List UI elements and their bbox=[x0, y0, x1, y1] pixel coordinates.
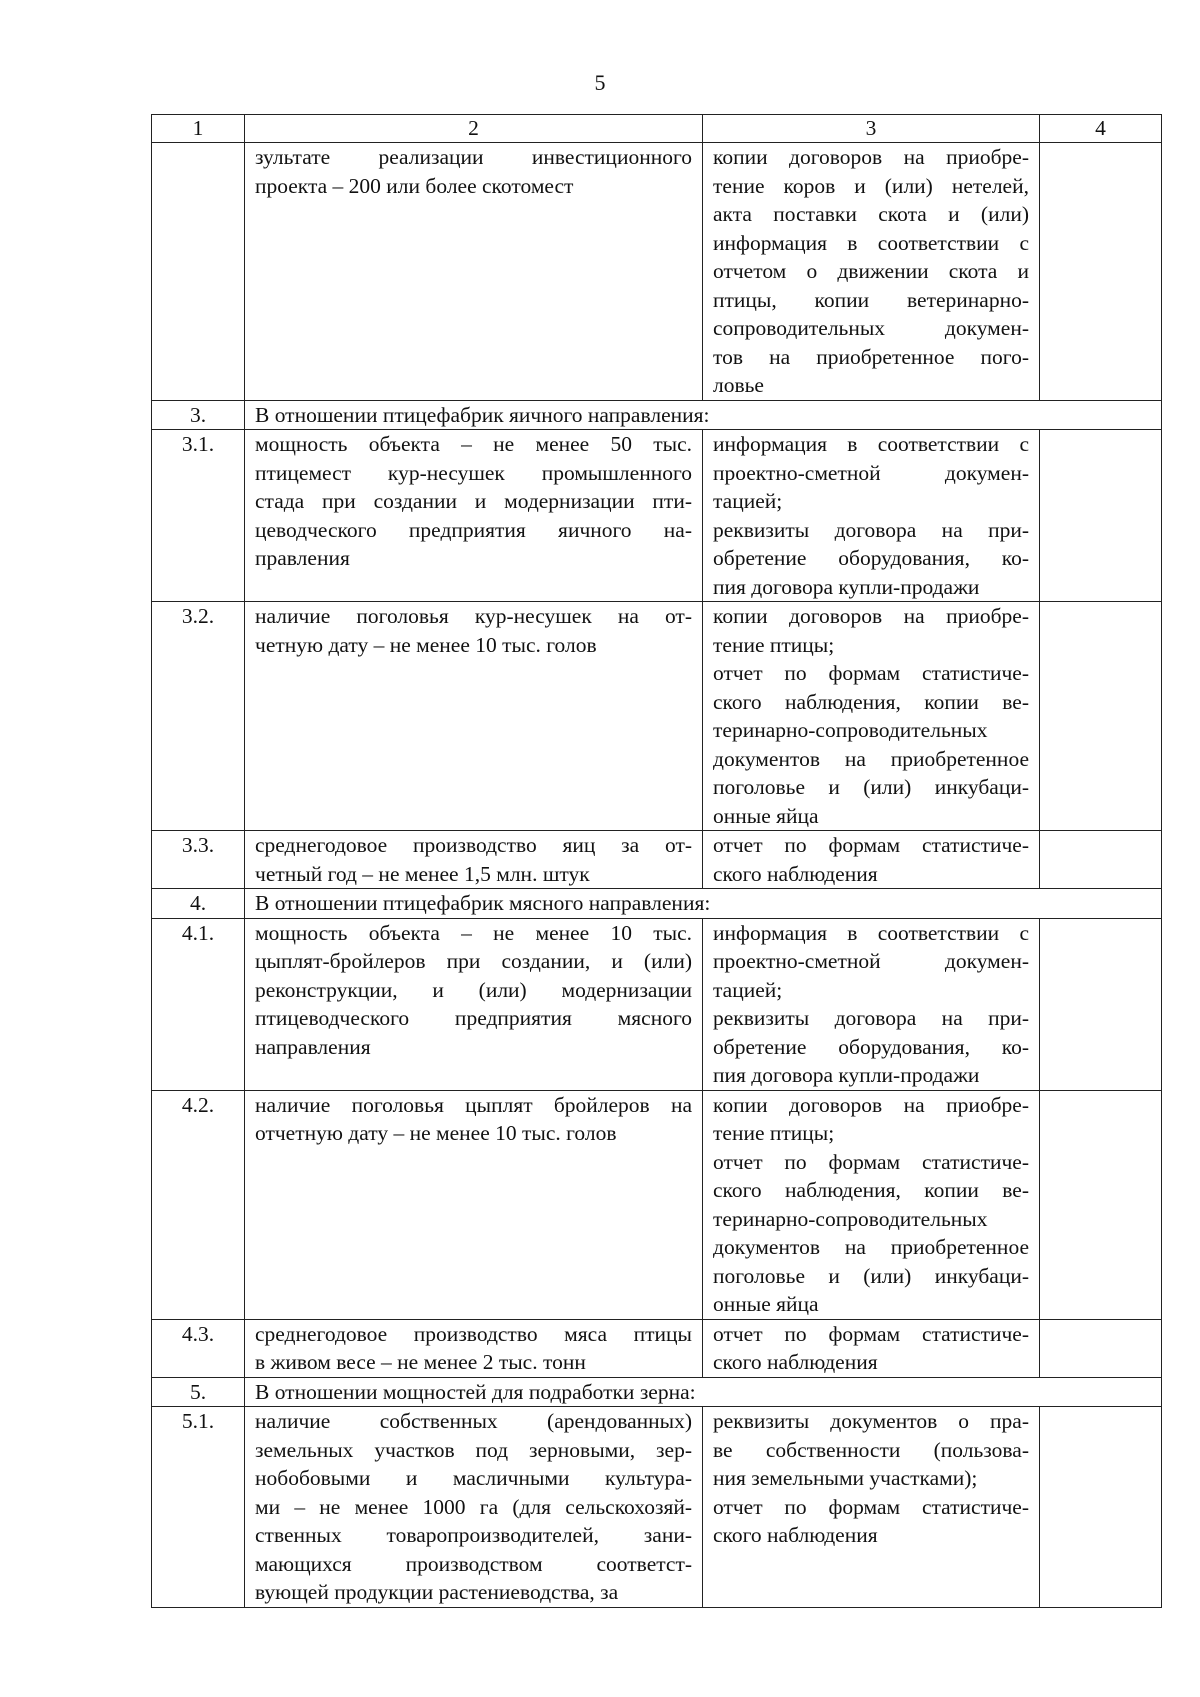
note-cell bbox=[1040, 430, 1162, 602]
row-number: 3. bbox=[152, 400, 245, 430]
row-number: 4.1. bbox=[152, 918, 245, 1090]
documents-cell-line: пия договора купли-продажи bbox=[713, 574, 980, 599]
section-title: В отношении мощностей для подработки зерна: bbox=[245, 1377, 1162, 1407]
documents-cell-line: реквизиты документов о пра- bbox=[713, 1409, 1029, 1433]
documents-cell-line: поголовье и (или) инкубаци- bbox=[713, 775, 1029, 799]
criterion-cell-line: земельных участков под зерновыми, зер- bbox=[255, 1437, 692, 1462]
criterion-cell-line: птицемест кур-несушек промышленного bbox=[255, 460, 692, 485]
criterion-cell-line: проекта – 200 или более скотомест bbox=[255, 173, 574, 198]
documents-cell-line: копии договоров на приобре- bbox=[713, 604, 1029, 628]
criterion-cell-line: наличие поголовья кур-несушек на от- bbox=[255, 604, 692, 628]
documents-cell-line: реквизиты договора на при- bbox=[713, 517, 1029, 542]
documents-cell-line: тение коров и (или) нетелей, bbox=[713, 173, 1029, 198]
documents-cell-line: сопроводительных докумен- bbox=[713, 316, 1029, 340]
criterion-cell-line: отчетную дату – не менее 10 тыс. голов bbox=[255, 1121, 617, 1145]
row-number: 4.2. bbox=[152, 1090, 245, 1319]
note-cell bbox=[1040, 602, 1162, 831]
documents-cell-line: поголовье и (или) инкубаци- bbox=[713, 1263, 1029, 1288]
criterion-cell-line: нобобовыми и масличными культура- bbox=[255, 1466, 692, 1490]
documents-cell-line: тацией; bbox=[713, 977, 783, 1002]
row-number: 3.3. bbox=[152, 831, 245, 889]
documents-cell-line: ского наблюдения bbox=[713, 1523, 878, 1547]
documents-cell bbox=[703, 1090, 1040, 1319]
criterion-cell-line: среднегодовое производство мяса птицы bbox=[255, 1321, 692, 1346]
documents-cell-line: обретение оборудования, ко- bbox=[713, 1034, 1029, 1059]
documents-cell-line: птицы, копии ветеринарно- bbox=[713, 287, 1029, 312]
criterion-cell bbox=[245, 602, 703, 831]
header-cell: 3 bbox=[703, 115, 1040, 143]
row-number: 3.2. bbox=[152, 602, 245, 831]
table-row bbox=[152, 143, 1162, 401]
table-row bbox=[152, 430, 1162, 602]
documents-cell-line: копии договоров на приобре- bbox=[713, 145, 1029, 169]
criterion-cell bbox=[245, 143, 703, 401]
documents-cell-line: тение птицы; bbox=[713, 632, 835, 657]
table-row bbox=[152, 918, 1162, 1090]
documents-cell-line: ловье bbox=[713, 373, 764, 397]
documents-cell-line: отчет по формам статистиче- bbox=[713, 661, 1029, 685]
documents-cell-line: ния земельными участками); bbox=[713, 1466, 978, 1490]
section-row bbox=[152, 1377, 1162, 1407]
documents-cell bbox=[703, 430, 1040, 602]
criterion-cell-line: вующей продукции растениеводства, за bbox=[255, 1580, 619, 1604]
criterion-cell bbox=[245, 430, 703, 602]
documents-cell-line: ского наблюдения, копии ве- bbox=[713, 689, 1029, 714]
documents-cell-line: онные яйца bbox=[713, 1292, 819, 1316]
table-row bbox=[152, 602, 1162, 831]
criterion-cell-line: ми – не менее 1000 га (для сельскохозяй- bbox=[255, 1494, 692, 1519]
documents-cell-line: ского наблюдения, копии ве- bbox=[713, 1178, 1029, 1202]
note-cell bbox=[1040, 918, 1162, 1090]
documents-cell-line: отчет по формам статистиче- bbox=[713, 1494, 1029, 1519]
documents-cell-line: отчет по формам статистиче- bbox=[713, 1321, 1029, 1346]
documents-cell-line: копии договоров на приобре- bbox=[713, 1092, 1029, 1117]
criterion-cell bbox=[245, 831, 703, 889]
criterion-cell bbox=[245, 918, 703, 1090]
section-row bbox=[152, 889, 1162, 919]
documents-cell bbox=[703, 143, 1040, 401]
row-number: 5.1. bbox=[152, 1407, 245, 1608]
documents-cell-line: ского наблюдения bbox=[713, 861, 878, 886]
documents-cell-line: обретение оборудования, ко- bbox=[713, 546, 1029, 570]
criterion-cell-line: направления bbox=[255, 1034, 371, 1059]
documents-cell-line: теринарно-сопроводительных bbox=[713, 718, 988, 742]
row-number bbox=[152, 143, 245, 401]
criterion-cell-line: реконструкции, и (или) модернизации bbox=[255, 977, 692, 1002]
documents-cell-line: отчетом о движении скота и bbox=[713, 259, 1029, 283]
documents-cell-line: онные яйца bbox=[713, 803, 819, 828]
row-number: 4.3. bbox=[152, 1319, 245, 1377]
documents-cell-line: отчет по формам статистиче- bbox=[713, 833, 1029, 857]
criterion-cell-line: четную дату – не менее 10 тыс. голов bbox=[255, 632, 597, 657]
page-number: 5 bbox=[594, 70, 606, 95]
criteria-table bbox=[151, 114, 1162, 1608]
header-cell: 1 bbox=[152, 115, 245, 143]
documents-cell-line: акта поставки скота и (или) bbox=[713, 202, 1029, 226]
documents-cell-line: пия договора купли-продажи bbox=[713, 1063, 980, 1087]
criterion-cell-line: наличие собственных (арендованных) bbox=[255, 1409, 692, 1433]
documents-cell-line: тацией; bbox=[713, 489, 783, 513]
documents-cell-line: документов на приобретенное bbox=[713, 1235, 1029, 1259]
criterion-cell-line: правления bbox=[255, 546, 350, 570]
row-number: 3.1. bbox=[152, 430, 245, 602]
criterion-cell bbox=[245, 1090, 703, 1319]
documents-cell bbox=[703, 831, 1040, 889]
table-row bbox=[152, 1319, 1162, 1377]
note-cell bbox=[1040, 1407, 1162, 1608]
documents-cell-line: документов на приобретенное bbox=[713, 746, 1029, 771]
documents-cell-line: ского наблюдения bbox=[713, 1350, 878, 1374]
section-title: В отношении птицефабрик яичного направления: bbox=[245, 400, 1162, 430]
note-cell bbox=[1040, 1090, 1162, 1319]
documents-cell bbox=[703, 918, 1040, 1090]
table-body bbox=[152, 143, 1162, 1608]
documents-cell-line: тов на приобретенное пого- bbox=[713, 344, 1029, 369]
note-cell bbox=[1040, 831, 1162, 889]
criterion-cell-line: мощность объекта – не менее 10 тыс. bbox=[255, 920, 692, 945]
row-number: 4. bbox=[152, 889, 245, 919]
criterion-cell-line: цеводческого предприятия яичного на- bbox=[255, 517, 692, 542]
documents-cell bbox=[703, 1319, 1040, 1377]
documents-cell-line: отчет по формам статистиче- bbox=[713, 1149, 1029, 1174]
row-number: 5. bbox=[152, 1377, 245, 1407]
table-row bbox=[152, 1090, 1162, 1319]
criterion-cell-line: мощность объекта – не менее 50 тыс. bbox=[255, 432, 692, 456]
documents-cell-line: теринарно-сопроводительных bbox=[713, 1206, 988, 1231]
criterion-cell-line: наличие поголовья цыплят бройлеров на bbox=[255, 1092, 692, 1117]
documents-cell-line: реквизиты договора на при- bbox=[713, 1006, 1029, 1030]
documents-cell-line: проектно-сметной докумен- bbox=[713, 460, 1029, 485]
header-cell: 2 bbox=[245, 115, 703, 143]
criterion-cell-line: мающихся производством соответст- bbox=[255, 1551, 692, 1576]
note-cell bbox=[1040, 1319, 1162, 1377]
criterion-cell-line: среднегодовое производство яиц за от- bbox=[255, 833, 692, 857]
note-cell bbox=[1040, 143, 1162, 401]
criterion-cell bbox=[245, 1407, 703, 1608]
section-row bbox=[152, 400, 1162, 430]
documents-cell-line: тение птицы; bbox=[713, 1121, 835, 1145]
criterion-cell-line: птицеводческого предприятия мясного bbox=[255, 1006, 692, 1030]
documents-cell-line: информация в соответствии с bbox=[713, 432, 1029, 456]
criterion-cell-line: цыплят-бройлеров при создании, и (или) bbox=[255, 949, 692, 973]
header-cell: 4 bbox=[1040, 115, 1162, 143]
table-row bbox=[152, 1407, 1162, 1608]
criterion-cell-line: в живом весе – не менее 2 тыс. тонн bbox=[255, 1350, 586, 1374]
table-header-row bbox=[152, 115, 1162, 143]
criterion-cell-line: ственных товаропроизводителей, зани- bbox=[255, 1523, 692, 1547]
table-row bbox=[152, 831, 1162, 889]
criterion-cell-line: зультате реализации инвестиционного bbox=[255, 145, 692, 169]
criterion-cell-line: четный год – не менее 1,5 млн. штук bbox=[255, 861, 590, 886]
documents-cell bbox=[703, 1407, 1040, 1608]
documents-cell bbox=[703, 602, 1040, 831]
documents-cell-line: ве собственности (пользова- bbox=[713, 1437, 1029, 1462]
criterion-cell-line: стада при создании и модернизации пти- bbox=[255, 489, 692, 513]
documents-cell-line: проектно-сметной докумен- bbox=[713, 949, 1029, 973]
documents-cell-line: информация в соответствии с bbox=[713, 920, 1029, 945]
documents-cell-line: информация в соответствии с bbox=[713, 230, 1029, 255]
criterion-cell bbox=[245, 1319, 703, 1377]
section-title: В отношении птицефабрик мясного направления: bbox=[245, 889, 1162, 919]
